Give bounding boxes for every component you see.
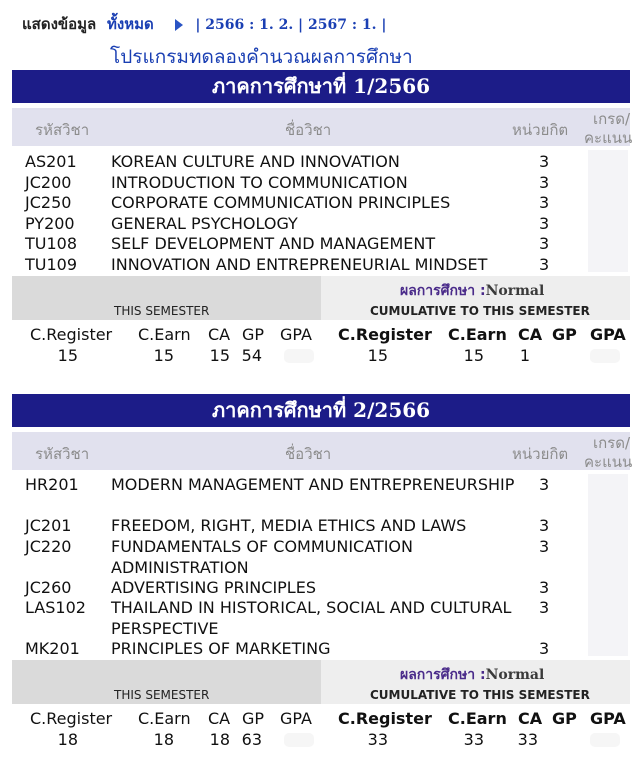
cumulative-caption: CUMULATIVE TO THIS SEMESTER bbox=[370, 688, 590, 702]
course-name: ADVERTISING PRINCIPLES bbox=[111, 578, 316, 597]
header-cum-c-earn: C.Earn bbox=[448, 709, 507, 728]
course-name: FUNDAMENTALS OF COMMUNICATION ADMINISTRATION bbox=[111, 537, 413, 577]
header-c-earn: C.Earn bbox=[138, 709, 191, 728]
course-units: 3 bbox=[539, 173, 550, 192]
course-name: MODERN MANAGEMENT AND ENTREPRENEURSHIP bbox=[111, 475, 515, 494]
header-cum-gpa: GPA bbox=[590, 709, 626, 728]
course-code: MK201 bbox=[25, 639, 80, 658]
header-code: รหัสวิชา bbox=[35, 121, 90, 139]
this-gp-value: 63 bbox=[241, 730, 262, 749]
cum-gpa-value bbox=[590, 733, 620, 747]
header-name: ชื่อวิชา bbox=[285, 445, 332, 463]
course-units: 3 bbox=[539, 475, 550, 494]
semester-2-title: ภาคการศึกษาที่ 2/2566 bbox=[12, 394, 630, 427]
semester-link-2567[interactable]: | 2567 : 1. | bbox=[298, 17, 387, 33]
header-c-register: C.Register bbox=[30, 325, 113, 344]
show-all-link[interactable]: ทั้งหมด bbox=[107, 15, 154, 33]
this-c-register-value: 18 bbox=[57, 730, 78, 749]
course-code: AS201 bbox=[25, 152, 77, 171]
cum-ca-value: 1 bbox=[519, 346, 530, 365]
course-code: JC200 bbox=[25, 173, 72, 192]
this-gp-value: 54 bbox=[241, 346, 262, 365]
grade-column bbox=[588, 150, 628, 272]
course-name: FREEDOM, RIGHT, MEDIA ETHICS AND LAWS bbox=[111, 516, 467, 535]
cum-c-earn-value: 33 bbox=[463, 730, 484, 749]
course-name: INTRODUCTION TO COMMUNICATION bbox=[111, 173, 408, 192]
course-name: GENERAL PSYCHOLOGY bbox=[111, 214, 298, 233]
course-code: JC220 bbox=[25, 537, 72, 556]
header-units: หน่วยกิต bbox=[512, 121, 569, 139]
header-gpa: GPA bbox=[280, 709, 312, 728]
cum-gpa-value bbox=[590, 349, 620, 363]
header-units: หน่วยกิต bbox=[512, 445, 569, 463]
header-cum-ca: CA bbox=[518, 709, 543, 728]
header-cum-ca: CA bbox=[518, 325, 543, 344]
this-c-register-value: 15 bbox=[57, 346, 78, 365]
course-name: THAILAND IN HISTORICAL, SOCIAL AND CULTURAL PERSPECTIVE bbox=[111, 598, 512, 638]
course-code: TU108 bbox=[25, 234, 78, 253]
header-cum-gpa: GPA bbox=[590, 325, 626, 344]
this-semester-caption: THIS SEMESTER bbox=[114, 688, 210, 702]
course-units: 3 bbox=[539, 214, 550, 233]
course-units: 3 bbox=[539, 639, 550, 658]
this-gpa-value bbox=[284, 733, 314, 747]
header-cum-c-earn: C.Earn bbox=[448, 325, 507, 344]
course-name: CORPORATE COMMUNICATION PRINCIPLES bbox=[111, 193, 451, 212]
semester-link-2566[interactable]: | 2566 : 1. 2. bbox=[195, 17, 294, 33]
course-code: LAS102 bbox=[25, 598, 86, 617]
header-gp: GP bbox=[242, 709, 265, 728]
course-units: 3 bbox=[539, 578, 550, 597]
display-label: แสดงข้อมูล bbox=[22, 15, 97, 33]
cum-c-earn-value: 15 bbox=[463, 346, 484, 365]
header-name: ชื่อวิชา bbox=[285, 121, 332, 139]
course-code: JC250 bbox=[25, 193, 72, 212]
course-units: 3 bbox=[539, 516, 550, 535]
semester-1-title: ภาคการศึกษาที่ 1/2566 bbox=[12, 70, 630, 103]
header-cum-c-register: C.Register bbox=[338, 709, 432, 728]
header-ca: CA bbox=[208, 709, 231, 728]
semester-2-table-header bbox=[12, 432, 633, 471]
cum-ca-value: 33 bbox=[517, 730, 538, 749]
header-grade: เกรด/ คะแนน bbox=[584, 434, 633, 471]
course-name: SELF DEVELOPMENT AND MANAGEMENT bbox=[111, 234, 436, 253]
cum-c-register-value: 33 bbox=[367, 730, 388, 749]
course-code: TU109 bbox=[25, 255, 78, 274]
header-code: รหัสวิชา bbox=[35, 445, 90, 463]
course-name: PRINCIPLES OF MARKETING bbox=[111, 639, 331, 658]
header-cum-gp: GP bbox=[552, 709, 577, 728]
semester-1-table-header bbox=[12, 108, 633, 147]
page-title: โปรแกรมทดลองคำนวณผลการศึกษา bbox=[110, 46, 413, 68]
header-cum-c-register: C.Register bbox=[338, 325, 432, 344]
display-filter-bar bbox=[22, 12, 386, 36]
header-ca: CA bbox=[208, 325, 231, 344]
course-units: 3 bbox=[539, 255, 550, 274]
course-units: 3 bbox=[539, 598, 550, 617]
course-units: 3 bbox=[539, 193, 550, 212]
course-code: HR201 bbox=[25, 475, 79, 494]
course-code: PY200 bbox=[25, 214, 75, 233]
header-gpa: GPA bbox=[280, 325, 312, 344]
course-code: JC260 bbox=[25, 578, 72, 597]
header-c-earn: C.Earn bbox=[138, 325, 191, 344]
this-semester-caption: THIS SEMESTER bbox=[114, 304, 210, 318]
header-grade: เกรด/ คะแนน bbox=[584, 110, 633, 147]
this-c-earn-value: 18 bbox=[153, 730, 174, 749]
this-c-earn-value: 15 bbox=[153, 346, 174, 365]
course-name: INNOVATION AND ENTREPRENEURIAL MINDSET bbox=[111, 255, 488, 274]
header-gp: GP bbox=[242, 325, 265, 344]
this-ca-value: 18 bbox=[209, 730, 230, 749]
this-ca-value: 15 bbox=[209, 346, 230, 365]
this-gpa-value bbox=[284, 349, 314, 363]
course-units: 3 bbox=[539, 537, 550, 556]
semester-1-result: ผลการศึกษา :Normal bbox=[400, 283, 545, 299]
header-cum-gp: GP bbox=[552, 325, 577, 344]
play-arrow-icon[interactable] bbox=[175, 19, 183, 31]
header-c-register: C.Register bbox=[30, 709, 113, 728]
semester-2-result: ผลการศึกษา :Normal bbox=[400, 667, 545, 683]
course-units: 3 bbox=[539, 152, 550, 171]
cum-c-register-value: 15 bbox=[367, 346, 388, 365]
grade-column bbox=[588, 474, 628, 656]
cumulative-caption: CUMULATIVE TO THIS SEMESTER bbox=[370, 304, 590, 318]
course-units: 3 bbox=[539, 234, 550, 253]
course-code: JC201 bbox=[25, 516, 72, 535]
course-name: KOREAN CULTURE AND INNOVATION bbox=[111, 152, 400, 171]
